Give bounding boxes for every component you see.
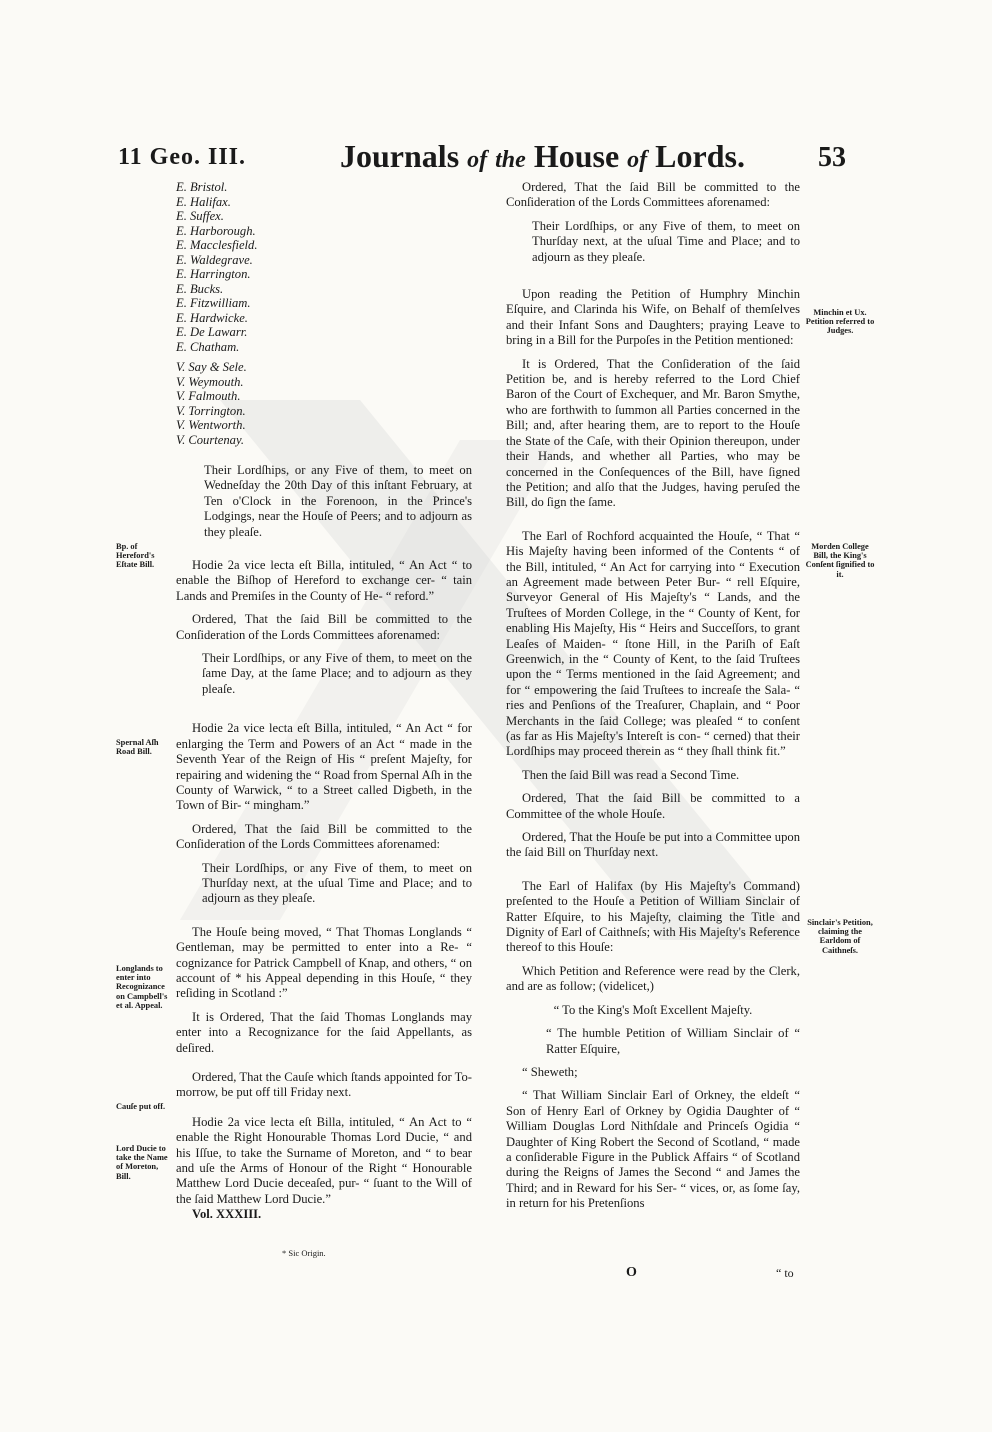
petition-sheweth: “ Sheweth; [522,1064,578,1079]
bill-reading-paragraph: Hodie 2a vice lecta eſt Billa, intituled, “ An Act “ to enable the Biſhop of Hereford to exchange cer- “ tain Lands and Premiſes in the County of He- “ reford.” [176,558,472,603]
title-word: Journals [340,138,460,174]
peer-name: E. De Lawarr. [176,325,248,339]
margin-note: Sinclair's Petition, claiming the Earldom of Caithneſs. [807,918,873,955]
peer-name: V. Courtenay. [176,432,244,447]
peer-name: E. Macclesfield. [176,238,258,252]
order-paragraph: Ordered, That the ſaid Bill be committed to the Conſideration of the Lords Committees aforenamed: [506,180,800,210]
title-word: of [467,147,488,173]
margin-note: Bp. of Hereford's Eſtate Bill. [116,542,155,570]
petition-address: “ To the King's Moſt Excellent Majeſty. [553,1002,753,1017]
order-paragraph: Ordered, That the ſaid Bill be committed to a Committee of the whole Houſe. [506,791,800,821]
peer-name: V. Say & Sele. [176,360,247,374]
peer-name: E. Bristol. [176,180,228,194]
motion-paragraph: The Houſe being moved, “ That Thomas Longlands “ Gentleman, may be permitted to enter into a Re- “ cognizance for Patrick Campbell of Knap, and others, “ on account of * his Appeal depending in this Houſe, “ they reſiding in Scotland :” [176,924,472,1001]
left-column [176,180,472,1223]
margin-note: Cauſe put off. [116,1102,166,1111]
meeting-paragraph: Their Lordſhips, or any Five of them, to meet on Thurſday next, at the uſual Time and Place; and to adjourn as they pleaſe. [202,860,472,906]
order-paragraph: Ordered, That the Houſe be put into a Committee upon the ſaid Bill on Thurſday next. [506,830,800,860]
earls-list [176,180,472,354]
footnote: * Sic Origin. [282,1248,326,1258]
peer-name: E. Bucks. [176,281,224,296]
title-word: House [533,138,620,174]
bill-reading-paragraph: Hodie 2a vice lecta eſt Billa, intituled, “ An Act to “ enable the Right Honourable Thomas Lord Ducie, “ and his Iſſue, to take the Surname of Moreton, and “ to bear and uſe the Arms of Honour of the Right “ Honourable Matthew Lord Ducie deceaſed, pur- “ ſuant to the Will of the ſaid Matthew Lord Ducie.” [176,1114,472,1206]
peer-name: V. Torrington. [176,403,246,418]
petition-body: “ That William Sinclair Earl of Orkney, the eldeſt “ Son of Henry Earl of Orkney by Ogidia Daughter of “ William Douglas Lord Nithſdale and Princeſs Ogidia “ Daughter of King Robert the Second of Scotland, “ made a conſiderable Figure in the Publick Affairs “ of Scotland during the Reigns of James the Second “ and James the Third; and in Reward for his Ser- “ vices, or, as ſome ſay, in return for his Pretenſions [506,1088,800,1211]
petition-heading: “ The humble Petition of William Sinclair of “ Ratter Eſquire, [546,1026,800,1056]
reading-paragraph: Then the ſaid Bill was read a Second Time. [522,767,740,782]
margin-note: Spernal Aſh Road Bill. [116,738,159,757]
journal-title [340,138,745,175]
bill-reading-paragraph: Hodie 2a vice lecta eſt Billa, intituled, “ An Act “ for enlarging the Term and Powers of an Act “ made in the Seventh Year of the Reign of His “ preſent Majeſty, for repairing and widening the “ Road from Spernal Aſh in the County of Warwick, “ to a Street called Digbeth, in the Town of Bir- “ mingham.” [176,721,472,813]
petition-paragraph: The Earl of Halifax (by His Majeſty's Command) preſented to the Houſe a Petition of William Sinclair of Ratter Eſquire, to his Majeſty, claiming the Title and Dignity of Earl of Caithneſs; with His Majeſty's Reference thereof to this Houſe: [506,878,800,955]
order-paragraph: Ordered, That the ſaid Bill be committed to the Conſideration of the Lords Committees aforenamed: [176,821,472,852]
margin-note: Minchin et Ux. Petition referred to Judges. [805,308,875,336]
order-paragraph: Ordered, That the ſaid Bill be committed to the Conſideration of the Lords Committees aforenamed: [176,612,472,642]
peer-name: E. Suffex. [176,209,224,223]
peer-name: V. Falmouth. [176,389,241,403]
peer-name: V. Wentworth. [176,418,246,432]
peer-name: V. Weymouth. [176,374,244,389]
volume-mark: Vol. XXXIII. [192,1207,262,1222]
message-paragraph: The Earl of Rochford acquainted the Houſe, “ That “ His Majeſty having been informed of the Contents “ of the Bill, intituled, “ An Act for carrying into “ Execution an Agreement made between Peter Bur- “ rell Eſquire, Surveyor General of His Majeſty's “ Lands, and the Truſtees of Morden College, in the “ County of Kent, for enabling His Majeſty, His “ Heirs and Succeſſors, to grant Leaſes of Maiden- “ ſtone Hill, in the Pariſh of Eaſt Greenwich, in the “ County of Kent, to the ſaid Truſtees upon the “ Terms mentioned in the ſaid Agreement; and for “ empowering the ſaid Truſtees to increaſe the Sala- “ ries and Penſions of the Treaſurer, Chaplain, and “ Poor Merchants in the ſaid College; was pleaſed “ to conſent (as far as His Majeſty's Intereſt is con- “ cerned) that their Lordſhips may proceed therein as “ they ſhall think fit.” [506,528,800,759]
page-number: 53 [818,142,846,173]
title-word: of [627,147,648,173]
reading-paragraph: Which Petition and Reference were read by the Clerk, and are as follow; (videlicet,) [506,963,800,994]
meeting-paragraph: Their Lordſhips, or any Five of them, to meet on Thurſday next, at the uſual Time and Place; and to adjourn as they pleaſe. [532,218,800,264]
signature-mark: O [626,1265,637,1280]
peer-name: E. Fitzwilliam. [176,296,251,310]
order-paragraph: Ordered, That the Cauſe which ſtands appointed for To-morrow, be put off till Friday next. [176,1070,472,1100]
order-paragraph: It is Ordered, That the ſaid Thomas Longlands may enter into a Recognizance for the ſaid Appellants, as deſired. [176,1009,472,1055]
margin-note: Morden College Bill, the King's Conſent ſignified to it. [805,542,875,579]
meeting-paragraph: Their Lordſhips, or any Five of them, to meet on Wedneſday the 20th Day of this inſtant February, at Ten o'Clock in the Forenoon, in the Prince's Lodgings, near the Houſe of Peers; and to adjourn as they pleaſe. [204,463,472,539]
meeting-paragraph: Their Lordſhips, or any Five of them, to meet on the ſame Day, at the ſame Place; and to adjourn as they pleaſe. [202,651,472,696]
peer-name: E. Hardwicke. [176,310,248,325]
viscounts-list [176,360,472,447]
margin-note: Longlands to enter into Recognizance on Campbell's et al. Appeal. [116,964,168,1010]
peer-name: E. Waldegrave. [176,252,253,267]
peer-name: E. Harrington. [176,267,251,281]
peer-name: E. Chatham. [176,339,240,354]
title-word: the [495,147,526,173]
margin-note: Lord Ducie to take the Name of Moreton, Bill. [116,1144,168,1181]
right-column [506,180,800,1212]
title-word: Lords. [655,138,745,174]
peer-name: E. Halifax. [176,194,231,209]
petition-paragraph: Upon reading the Petition of Humphry Minchin Eſquire, and Clarinda his Wife, on Behalf of themſelves and their Infant Sons and Daughters; praying Leave to bring in a Bill for the Purpoſes in the Petition mentioned: [506,287,800,348]
regnal-year: 11 Geo. III. [118,144,247,170]
running-header [0,138,992,182]
order-paragraph: It is Ordered, That the Conſideration of the ſaid Petition be, and is hereby referred to the Lord Chief Baron of the Court of Exchequer, and Mr. Baron Smythe, who are forthwith to ſummon all Parties concerned in the Bill; and, after hearing them, are to report to the Houſe the State of the Caſe, with their Opinion thereupon, under their Hands, and whether all Parties, who may be concerned in the Conſequences of the Bill, have ſigned the Petition; and alſo that the Judges, having peruſed the Bill, do ſign the ſame. [506,356,800,510]
catchword: “ to [776,1266,794,1280]
peer-name: E. Harborough. [176,223,256,238]
